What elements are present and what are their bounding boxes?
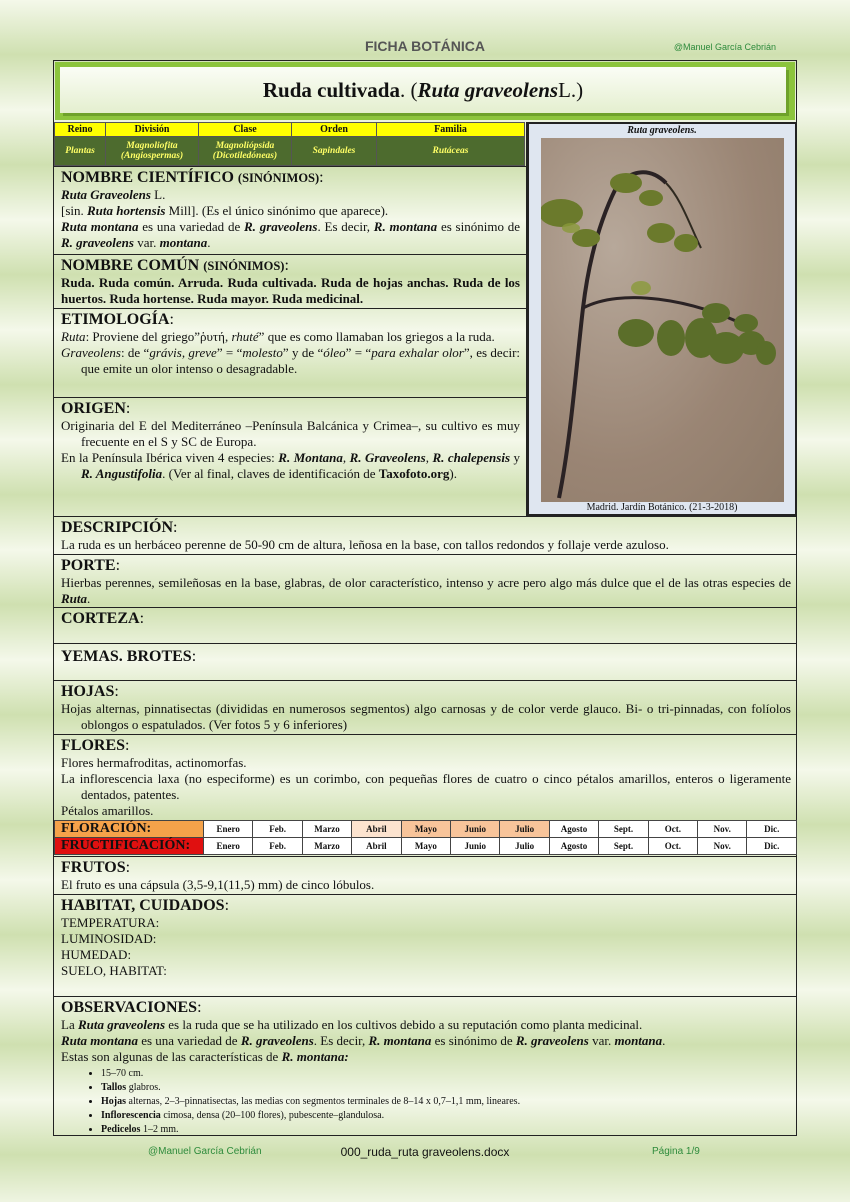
taxonomy-table bbox=[54, 122, 525, 166]
month-cell: Enero bbox=[204, 838, 253, 855]
page-title: Ruda cultivada . ( Ruta graveolens L.) bbox=[60, 67, 786, 113]
tax-header: Reino bbox=[55, 123, 106, 137]
section-title: ETIMOLOGÍA bbox=[61, 311, 170, 328]
section-flowers: FLORES: Flores hermafroditas, actinomorfas. La inflorescencia laxa (no especiforme) es un corimbo, con pequeñas flores de cuatro o cinco pétalos amarillos, enteros o ligeramente dentados, patentes. Pétalos amarillos. bbox=[54, 734, 797, 820]
month-cell: Junio bbox=[451, 821, 500, 838]
list-item: • Inflorescencia cimosa, densa (20–100 flores), pubescente–glandulosa. bbox=[101, 1109, 791, 1123]
section-observations: OBSERVACIONES: La Ruta graveolens es la ruda que se ha utilizado en los cultivos debido a su reputación como planta medicinal. Ruta montana es una variedad de R. graveolens. Es decir, R. montana es sinónimo de R. graveolens var. montana. Estas son algunas de las características de R. montana: • 15–70 cm. • Tallos glabros. • Hojas alternas, 2–3–pinnatisectas, las medias con segmentos terminales de 8–14 x 0,7–1,1 mm, lineares. • Inflorescencia cimosa, densa (20–100 flores), pubescente–glandulosa. • Pedicelos 1–2 mm. bbox=[54, 996, 797, 1136]
flowering-calendar bbox=[54, 820, 797, 855]
list-item: • Pedicelos 1–2 mm. bbox=[101, 1123, 791, 1137]
month-cell: Julio bbox=[500, 821, 549, 838]
list-item: • Tallos glabros. bbox=[101, 1081, 791, 1095]
tax-header: Orden bbox=[292, 123, 377, 137]
section-title: ORIGEN bbox=[61, 400, 126, 417]
month-cell: Marzo bbox=[302, 821, 351, 838]
section-title: PORTE bbox=[61, 557, 116, 574]
section-title: OBSERVACIONES bbox=[61, 999, 198, 1016]
month-cell: Oct. bbox=[648, 838, 697, 855]
title-common: Ruda cultivada bbox=[262, 77, 400, 102]
section-etymology: ETIMOLOGÍA: Ruta: Proviene del griego”ῥυτή, rhuté” que es como llamaban los griegos a la ruda. Graveolens: de “grávis, greve” = “molesto” y de “óleo” = “para exhalar olor”, es decir: que emite un olor intenso o desagradable. bbox=[54, 308, 526, 396]
month-cell: Mayo bbox=[401, 821, 450, 838]
section-buds: YEMAS. BROTES: bbox=[54, 643, 797, 680]
section-title: FRUTOS bbox=[61, 859, 126, 876]
photo-footer: Madrid. Jardín Botánico. (21-3-2018) bbox=[586, 502, 738, 513]
month-cell: Abril bbox=[352, 821, 401, 838]
month-cell: Nov. bbox=[698, 838, 747, 855]
tax-value: Rutáceas bbox=[377, 137, 525, 166]
plant-photo bbox=[541, 138, 784, 502]
plant-illustration-icon bbox=[541, 138, 784, 502]
section-title: YEMAS. BROTES bbox=[61, 648, 192, 665]
header-title: FICHA BOTÁNICA bbox=[364, 38, 486, 54]
tax-header: Familia bbox=[377, 123, 525, 137]
characteristics-list bbox=[61, 1067, 791, 1137]
photo-caption: Ruta graveolens. bbox=[627, 125, 697, 136]
month-cell: Feb. bbox=[253, 838, 302, 855]
tax-value: Plantas bbox=[55, 137, 106, 166]
section-fruits: FRUTOS: El fruto es una cápsula (3,5-9,1(11,5) mm) de cinco lóbulos. bbox=[54, 856, 797, 894]
title-scientific: Ruta graveolens bbox=[417, 77, 559, 102]
section-habitat: HABITAT, CUIDADOS: TEMPERATURA: LUMINOSIDAD: HUMEDAD: SUELO, HABITAT: bbox=[54, 894, 797, 996]
photo-panel bbox=[527, 122, 797, 516]
list-item: • 15–70 cm. bbox=[101, 1067, 791, 1081]
month-cell: Dic. bbox=[747, 838, 797, 855]
section-origin: ORIGEN: Originaria del E del Mediterráneo –Península Balcánica y Crimea–, su cultivo es muy frecuente en el S y SC de Europa. En la Península Ibérica viven 4 especies: R. Montana, R. Graveolens, R. chalepensis y R. Angustifolia. (Ver al final, claves de identificación de Taxofoto.org). bbox=[54, 397, 526, 515]
section-bark: CORTEZA: bbox=[54, 607, 797, 643]
month-cell: Sept. bbox=[599, 838, 648, 855]
month-cell: Agosto bbox=[549, 838, 598, 855]
section-description: DESCRIPCIÓN: La ruda es un herbáceo perenne de 50-90 cm de altura, leñosa en la base, con tallos redondos y follaje verde azuloso. bbox=[54, 516, 797, 554]
section-title: HABITAT, CUIDADOS bbox=[61, 897, 225, 914]
section-habit: PORTE: Hierbas perennes, semileñosas en la base, glabras, de olor característico, intenso y acre pero algo más dulce que el de las otras especies de Ruta. bbox=[54, 554, 797, 607]
month-cell: Abril bbox=[352, 838, 401, 855]
tax-value: Sapindales bbox=[292, 137, 377, 166]
month-cell: Julio bbox=[500, 838, 549, 855]
month-cell: Sept. bbox=[599, 821, 648, 838]
list-item: • Hojas alternas, 2–3–pinnatisectas, las medias con segmentos terminales de 8–14 x 0,7–1,1 mm, lineares. bbox=[101, 1095, 791, 1109]
month-cell: Enero bbox=[204, 821, 253, 838]
section-scientific-name: NOMBRE CIENTÍFICO (SINÓNIMOS): Ruta Graveolens L. [sin. Ruta hortensis Mill]. (Es el único sinónimo que aparece). Ruta montana es una variedad de R. graveolens. Es decir, R. montana es sinónimo de R. graveolens var. montana. bbox=[54, 166, 526, 253]
section-title: CORTEZA bbox=[61, 610, 140, 627]
section-common-name: NOMBRE COMÚN (SINÓNIMOS): Ruda. Ruda común. Arruda. Ruda cultivada. Ruda de hojas anchas. Ruda de los huertos. Ruda hortense. Ruda mayor. Ruda medicinal. bbox=[54, 254, 526, 307]
title-box bbox=[55, 62, 795, 120]
month-cell: Junio bbox=[451, 838, 500, 855]
month-cell: Oct. bbox=[648, 821, 697, 838]
footer-filename: 000_ruda_ruta graveolens.docx bbox=[340, 1145, 510, 1159]
flowering-label: FLORACIÓN: bbox=[55, 821, 204, 838]
common-names: Ruda. Ruda común. Arruda. Ruda cultivada. Ruda de hojas anchas. Ruda de los huertos. Ruda hortense. Ruda mayor. Ruda medicinal. bbox=[61, 275, 520, 306]
tax-header: División bbox=[106, 123, 199, 137]
month-cell: Marzo bbox=[302, 838, 351, 855]
month-cell: Mayo bbox=[401, 838, 450, 855]
tax-value: Magnoliópsida (Dicotiledóneas) bbox=[199, 137, 292, 166]
month-cell: Dic. bbox=[747, 821, 797, 838]
header-author: @Manuel García Cebrián bbox=[673, 42, 776, 52]
fruiting-label: FRUCTIFICACIÓN: bbox=[55, 838, 204, 855]
footer-page-number: Página 1/9 bbox=[652, 1146, 700, 1157]
month-cell: Agosto bbox=[549, 821, 598, 838]
tax-value: Magnoliofita (Angiospermas) bbox=[106, 137, 199, 166]
section-leaves: HOJAS: Hojas alternas, pinnatisectas (divididas en numerosos segmentos) algo carnosas y de color verde glauco. Bi- o tri-pinnadas, con folíolos oblongos o espatulados. (Ver fotos 5 y 6 inferiores) bbox=[54, 680, 797, 734]
month-cell: Nov. bbox=[698, 821, 747, 838]
footer-author: @Manuel García Cebrián bbox=[148, 1146, 262, 1157]
section-title: NOMBRE COMÚN bbox=[61, 257, 200, 274]
section-title: NOMBRE CIENTÍFICO bbox=[61, 169, 234, 186]
section-title: FLORES bbox=[61, 737, 126, 754]
section-title: HOJAS bbox=[61, 683, 115, 700]
month-cell: Feb. bbox=[253, 821, 302, 838]
tax-header: Clase bbox=[199, 123, 292, 137]
section-title: DESCRIPCIÓN bbox=[61, 519, 174, 536]
